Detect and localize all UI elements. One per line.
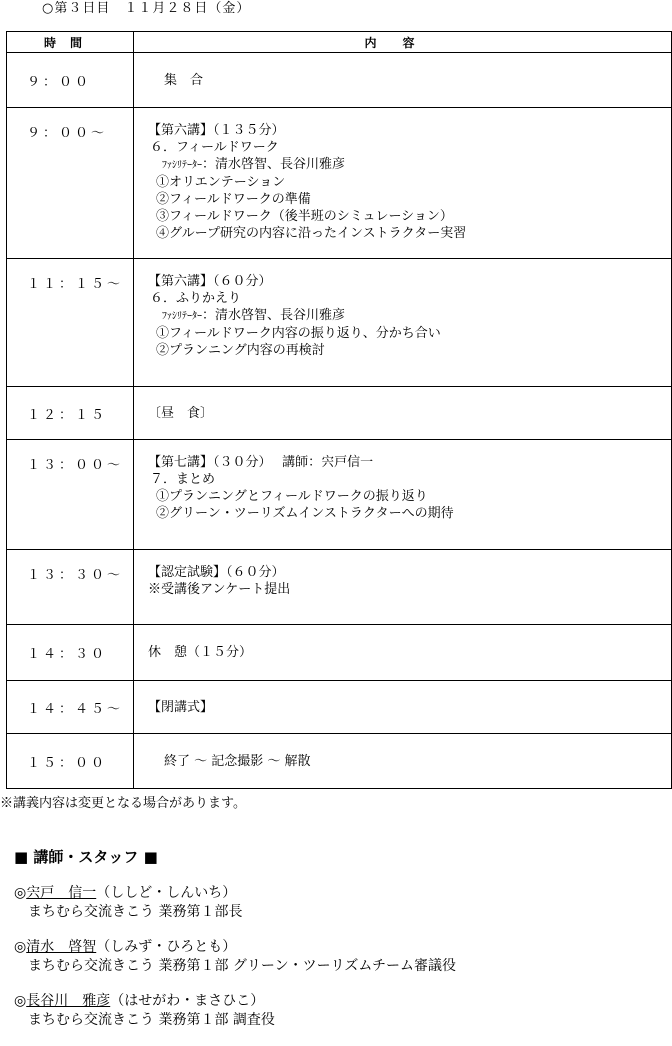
header-time: 時間 [7, 32, 134, 53]
row-content [134, 550, 672, 625]
staff-member [14, 884, 456, 922]
content-line: ②フィールドワークの準備 [156, 192, 311, 207]
facilitator-label: ﾌｧｼﾘﾃｰﾀｰ [162, 160, 202, 171]
table-row [7, 440, 672, 550]
table-row [7, 53, 672, 108]
content-line: ※受講後アンケート提出 [148, 582, 291, 597]
row-content [134, 734, 672, 789]
facilitator-label: ﾌｧｼﾘﾃｰﾀｰ [162, 311, 202, 322]
content-line: ④グループ研究の内容に沿ったインストラクター実習 [156, 226, 467, 241]
staff-reading: （はせがわ・まさひこ） [110, 993, 265, 1009]
table-header-row [7, 32, 672, 53]
row-content [134, 440, 672, 550]
content-line: ①フィールドワーク内容の振り返り、分かち合い [156, 326, 441, 341]
content-line: 【第七講】（３０分） 講師：宍戸信一 [148, 455, 374, 470]
staff-mark: ◎ [14, 885, 27, 901]
row-content [134, 259, 672, 387]
row-content [134, 681, 672, 734]
row-content [134, 625, 672, 681]
table-row [7, 681, 672, 734]
staff-org: まちむら交流きこう 業務第１部長 [28, 904, 243, 920]
staff-name: 長谷川 雅彦 [26, 993, 111, 1009]
row-time: １４：４５～ [7, 681, 134, 734]
schedule-note: ※講義内容は変更となる場合があります。 [0, 796, 246, 811]
row-time: １３：３０～ [7, 550, 134, 625]
table-row [7, 108, 672, 259]
staff-member [14, 938, 456, 976]
staff-member [14, 992, 456, 1030]
content-line: ②グリーン・ツーリズムインストラクターへの期待 [156, 506, 454, 521]
staff-name-line [14, 884, 456, 903]
staff-org: まちむら交流きこう 業務第１部 グリーン・ツーリズムチーム審議役 [28, 958, 457, 974]
row-time: １４：３０ [7, 625, 134, 681]
row-time: １３：００～ [7, 440, 134, 550]
content-line [148, 307, 671, 325]
staff-name: 宍戸 信一 [26, 885, 97, 901]
staff-name-line [14, 938, 456, 957]
schedule-table [6, 31, 672, 789]
staff-mark: ◎ [14, 993, 27, 1009]
content-line: 【第六講】（６０分） [148, 274, 272, 289]
content-line: 終了 ～ 記念撮影 ～ 解散 [164, 753, 311, 769]
content-line: ６．フィールドワーク [150, 140, 279, 155]
row-time: １５：００ [7, 734, 134, 789]
row-time: １１：１５～ [7, 259, 134, 387]
content-line: ７．まとめ [150, 472, 216, 487]
staff-org: まちむら交流きこう 業務第１部 調査役 [28, 1012, 275, 1028]
row-time: ９：００ [7, 53, 134, 108]
row-content [134, 387, 672, 440]
content-line: 【閉講式】 [148, 699, 214, 715]
day-heading: ○第３日目 １１月２８日（金） [42, 1, 251, 16]
row-time: ９：００～ [7, 108, 134, 259]
staff-title: ■ 講師・スタッフ ■ [14, 848, 158, 866]
content-line: 【第六講】（１３５分） [148, 123, 285, 138]
table-row [7, 387, 672, 440]
staff-name: 清水 啓智 [26, 939, 97, 955]
content-line: 休 憩（１５分） [148, 645, 253, 660]
row-content [134, 108, 672, 259]
content-line: 集 合 [164, 72, 204, 88]
content-line: ６．ふりかえり [150, 291, 242, 306]
facilitator-names: ：清水啓智、長谷川雅彦 [202, 157, 346, 172]
staff-mark: ◎ [14, 939, 27, 955]
staff-name-line [14, 992, 456, 1011]
table-row [7, 259, 672, 387]
content-line: ②プランニング内容の再検討 [156, 343, 325, 358]
content-line: ③フィールドワーク（後半班のシミュレーション） [156, 209, 453, 224]
content-line [148, 156, 671, 174]
staff-reading: （ししど・しんいち） [96, 885, 237, 901]
header-content: 内容 [134, 32, 672, 53]
table-row [7, 550, 672, 625]
row-time: １２：１５ [7, 387, 134, 440]
row-content [134, 53, 672, 108]
content-line: 〔昼 食〕 [148, 405, 214, 421]
staff-reading: （しみず・ひろとも） [96, 939, 237, 955]
table-row [7, 734, 672, 789]
content-line: 【認定試験】（６０分） [148, 565, 285, 580]
facilitator-names: ：清水啓智、長谷川雅彦 [202, 308, 346, 323]
staff-section [14, 846, 456, 1046]
content-line: ①オリエンテーション [156, 175, 286, 190]
table-row [7, 625, 672, 681]
content-line: ①プランニングとフィールドワークの振り返り [156, 489, 428, 504]
